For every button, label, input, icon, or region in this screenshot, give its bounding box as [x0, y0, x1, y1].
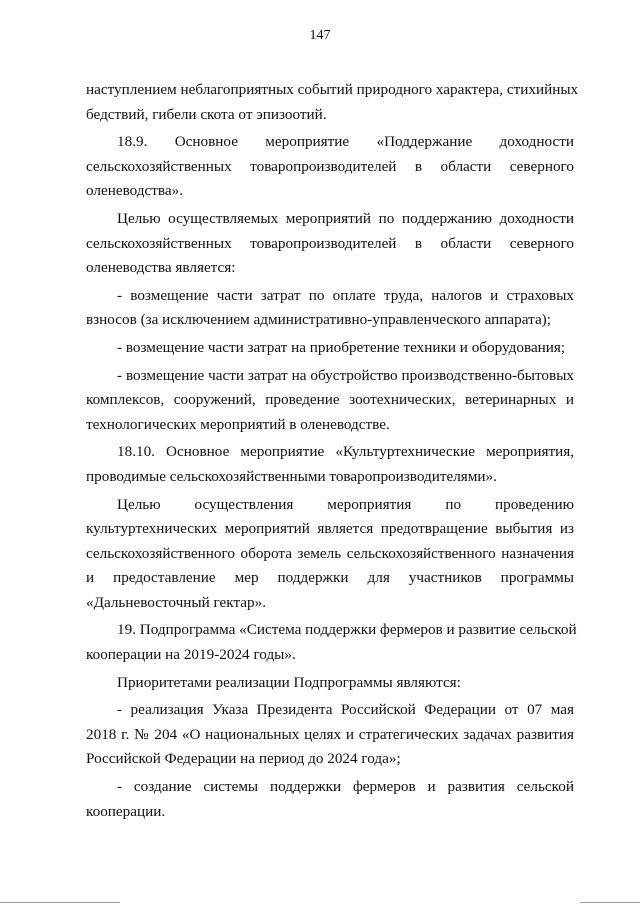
list-item — [86, 698, 574, 772]
text-line: проводимые сельскохозяйственными товаропроизводителями». — [86, 467, 497, 485]
text-line: Российской Федерации на период до 2024 года»; — [86, 750, 401, 768]
paragraph-18-9-goal — [86, 207, 574, 281]
bottom-rule-right — [580, 902, 640, 903]
paragraph-18-10-goal — [86, 493, 574, 616]
text-line: Приоритетами реализации Подпрограммы являются: — [117, 673, 461, 691]
text-line: культуртехнических мероприятий является предотвращение выбытия из — [86, 520, 574, 538]
text-line: - возмещение части затрат на обустройство производственно-бытовых — [117, 366, 574, 384]
text-line: кооперации на 2019-2024 годы». — [86, 646, 296, 664]
text-line: - создание системы поддержки фермеров и развития сельской — [117, 778, 574, 796]
bottom-rule-left — [0, 902, 120, 903]
text-line: Целью осуществления мероприятия по проведению — [117, 495, 574, 513]
text-line: 2018 г. № 204 «О национальных целях и стратегических задачах развития — [86, 725, 574, 743]
text-line: «Дальневосточный гектар». — [86, 593, 267, 611]
text-line: сельскохозяйственного оборота земель сельскохозяйственного назначения — [86, 544, 574, 562]
text-line: сельскохозяйственных товаропроизводителей в области северного — [86, 234, 574, 252]
text-line: 19. Подпрограмма «Система поддержки фермеров и развитие сельской — [117, 621, 577, 639]
text-line: наступлением неблагоприятных событий природного характера, стихийных — [86, 81, 579, 98]
list-item — [86, 336, 574, 361]
text-line: кооперации. — [86, 802, 166, 820]
text-line: - возмещение части затрат по оплате труда, налогов и страховых — [117, 286, 574, 304]
text-line: оленеводства». — [86, 182, 184, 200]
paragraph-continuation — [86, 78, 579, 127]
text-line: 18.9. Основное мероприятие «Поддержание доходности — [117, 133, 574, 151]
paragraph-19-priorities — [86, 671, 574, 696]
text-line: Целью осуществляемых мероприятий по поддержанию доходности — [117, 209, 574, 227]
text-line: 18.10. Основное мероприятие «Культуртехнические мероприятия, — [117, 443, 574, 461]
document-body — [86, 78, 579, 824]
text-line: - возмещение части затрат на приобретение техники и оборудования; — [117, 338, 566, 356]
text-line: комплексов, сооружений, проведение зоотехнических, ветеринарных и — [86, 391, 574, 409]
page-number: 147 — [309, 28, 331, 43]
paragraph-19-heading — [86, 618, 577, 667]
text-line: и предоставление мер поддержки для участников программы — [86, 569, 574, 587]
text-line: оленеводства является: — [86, 259, 236, 277]
list-item — [86, 364, 574, 438]
text-line: взносов (за исключением административно-управленческого аппарата); — [86, 311, 551, 329]
list-item — [86, 775, 574, 824]
paragraph-18-9-heading — [86, 130, 574, 204]
text-line: технологических мероприятий в оленеводстве. — [86, 415, 390, 433]
list-item — [86, 284, 574, 333]
paragraph-18-10-heading — [86, 440, 574, 489]
text-line: - реализация Указа Президента Российской Федерации от 07 мая — [117, 701, 574, 719]
text-line: бедствий, гибели скота от эпизоотий. — [86, 105, 327, 123]
text-line: сельскохозяйственных товаропроизводителей в области северного — [86, 157, 574, 175]
